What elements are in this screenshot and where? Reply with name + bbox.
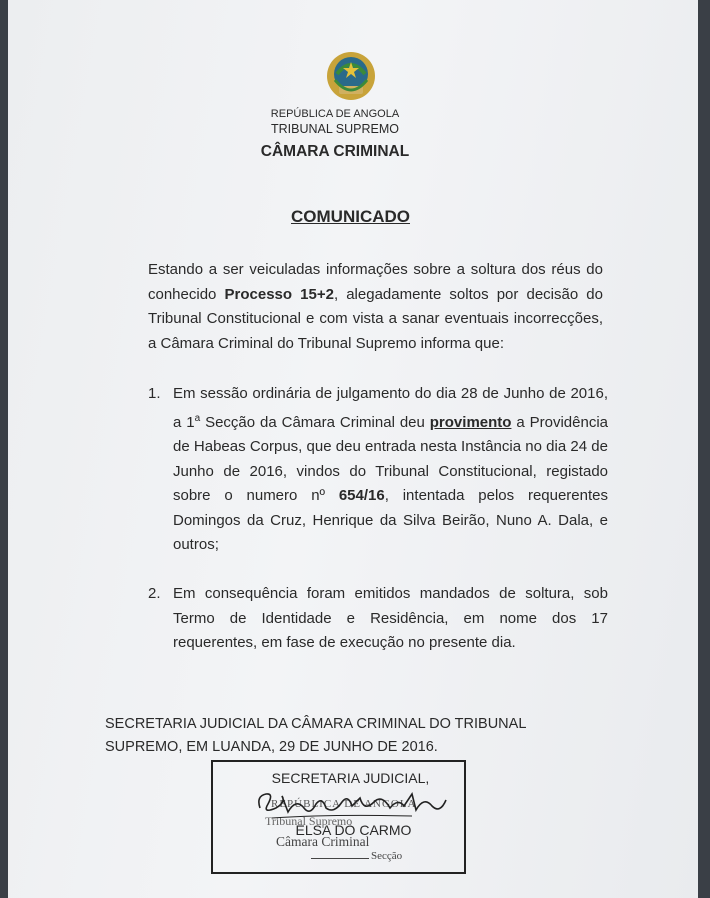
list-item-number: 2. bbox=[148, 585, 161, 602]
item-text-part: a Providência de Habeas Corpus, que deu entrada nesta Instância no dia 24 de Junho de 2016, vindos do Tribunal Constitucional, registado sobre o numero nº bbox=[173, 413, 608, 504]
document-page bbox=[8, 0, 698, 898]
item-bold-term: provimento bbox=[429, 413, 512, 431]
footer-signature-line: SECRETARIA JUDICIAL DA CÂMARA CRIMINAL DO TRIBUNAL SUPREMO, EM LUANDA, 29 DE JUNHO DE 2016. bbox=[105, 716, 526, 755]
angola-coat-of-arms-emblem bbox=[325, 50, 377, 102]
header-court: TRIBUNAL SUPREMO bbox=[270, 122, 400, 136]
item-text-part: Secção da Câmara Criminal deu bbox=[200, 413, 430, 431]
list-item-text: Em consequência foram emitidos mandados de soltura, sob Termo de Identidade e Residência, em nome dos 17 requerentes, em fase de execução no presente dia. bbox=[173, 585, 608, 651]
list-item-text bbox=[173, 382, 608, 558]
stamp-section bbox=[311, 850, 402, 862]
intro-text-before: Estando a ser veiculadas informações sobre a soltura dos réus do conhecido bbox=[148, 261, 603, 303]
intro-paragraph bbox=[148, 258, 603, 356]
item-text-part: , intentada pelos requerentes Domingos da Cruz, Henrique da Silva Beirão, Nuno A. Dala, e outros; bbox=[173, 487, 609, 553]
stamp-section-label: Secção bbox=[371, 850, 403, 862]
handwritten-signature bbox=[252, 778, 452, 828]
intro-text-after: , alegadamente soltos por decisão do Tribunal Constitucional e com vista a sanar eventuais incorrecções, a Câmara Criminal do Tribunal Supremo informa que: bbox=[148, 285, 603, 352]
document-title: COMUNICADO bbox=[291, 207, 410, 226]
stamp-court: Tribunal Supremo bbox=[265, 814, 353, 828]
list-item-number: 1. bbox=[148, 385, 161, 402]
header-country: REPÚBLICA DE ANGOLA bbox=[270, 108, 400, 120]
stamp-country: REPÚBLICA DE ANGOLA bbox=[271, 798, 417, 810]
stamp-chamber: Câmara Criminal bbox=[276, 834, 370, 849]
item-text-part: Em sessão ordinária de julgamento do dia 28 de Junho de 2016, a 1 bbox=[173, 385, 608, 431]
ordinal-superscript: a bbox=[194, 412, 201, 424]
stamp-name: ELSA DO CARMO bbox=[295, 822, 412, 838]
header-chamber: CÂMARA CRIMINAL bbox=[260, 143, 410, 160]
stamp-title: SECRETARIA JUDICIAL, bbox=[271, 770, 430, 786]
process-number: 654/16 bbox=[338, 487, 385, 504]
process-name: Processo 15+2 bbox=[224, 285, 334, 303]
